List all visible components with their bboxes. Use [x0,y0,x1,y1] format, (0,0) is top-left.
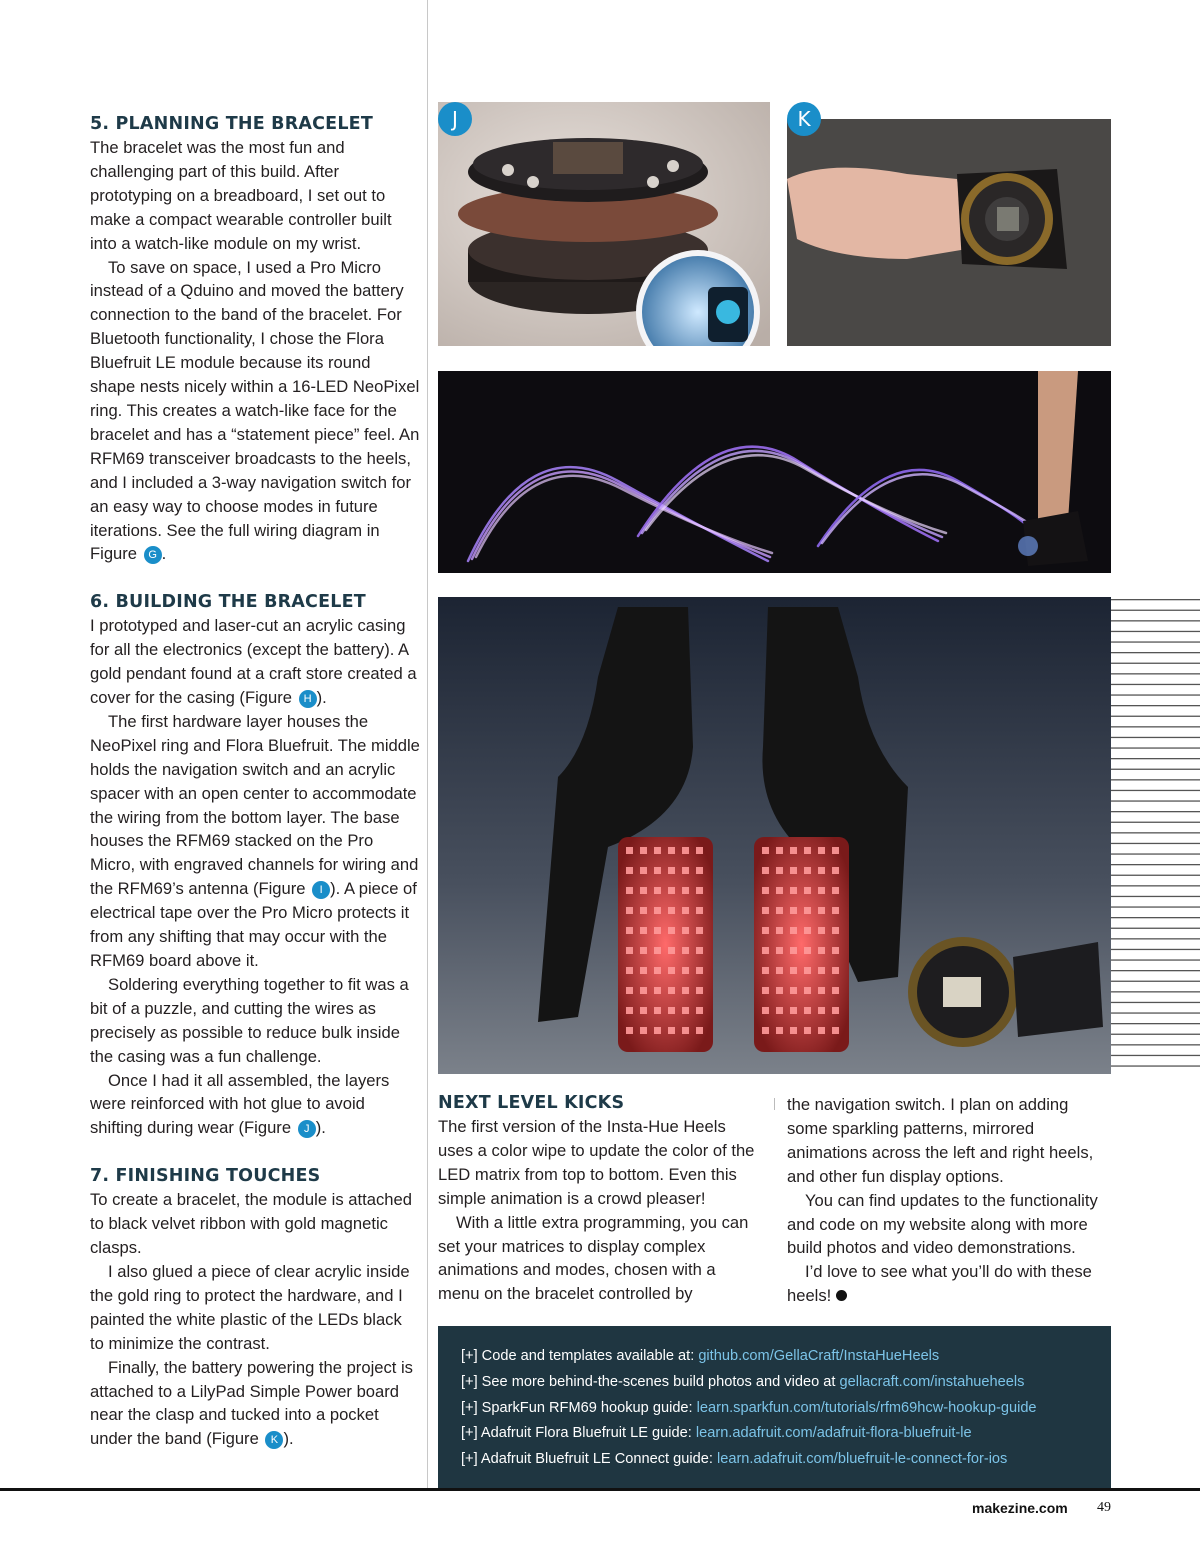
resource-label: [+] Code and templates available at: [461,1348,699,1364]
paragraph-text: To save on space, I used a Pro Micro instead of a Qduino and moved the battery connection to the band of the bracelet. For Bluetooth functionality, I chose the Flora Bluefruit LE module because its round shape nests nicely within a 16-LED NeoPixel ring. This creates a watch-like face for the bracelet and has a “statement piece” feel. An RFM69 transceiver broadcasts to the heels, and I included a 3-way navigation switch for an easy way to choose modes in future iterations. See the full wiring diagram in Figure [90,257,420,564]
figure-badge: G [144,546,162,564]
paragraph: Soldering everything together to fit was a bit of a puzzle, and cutting the wires as precisely as possible to reduce bulk inside the casing was a fun challenge. [90,974,409,1066]
paragraph-text: I’d love to see what you’ll do with these heels! [787,1262,1092,1306]
paragraph [787,1260,1109,1308]
resource-link[interactable]: learn.adafruit.com/bluefruit-le-connect-for-ios [716,1451,1008,1468]
photo-bracelet-worn [787,119,1111,346]
photo-heels [438,597,1111,1074]
section-title-planning: 5. PLANNING THE BRACELET [90,114,373,134]
paragraph [90,710,420,973]
resource-line [461,1370,1111,1396]
resources-box [438,1326,1111,1488]
paragraph-text: ). [315,1118,326,1138]
resource-label: [+] See more behind-the-scenes build photos and video at [461,1373,840,1390]
resource-line [461,1344,1111,1370]
column-rule [774,1098,775,1110]
resource-link[interactable]: gellacraft.com/instahueheels [839,1373,1025,1390]
photo-light-trail [438,371,1111,573]
paragraph: To create a bracelet, the module is attached to black velvet ribbon with gold magnetic clasps. [90,1190,412,1258]
figure-j-badge: J [438,102,472,136]
resource-label: [+] Adafruit Flora Bluefruit LE guide: [461,1425,696,1442]
footer-site: makezine.com [972,1500,1068,1516]
figure-badge: I [312,881,330,899]
section-title-next-level: NEXT LEVEL KICKS [438,1093,625,1113]
figure-badge: H [299,690,317,708]
next-level-column-1 [438,1091,760,1306]
paragraph-text: . [161,544,167,564]
footer-rule [0,1488,1200,1491]
resource-link[interactable]: learn.adafruit.com/adafruit-flora-bluefruit-le [695,1425,972,1442]
paragraph-text: ). [316,688,327,708]
section-title-building: 6. BUILDING THE BRACELET [90,592,366,613]
resource-link[interactable]: github.com/GellaCraft/InstaHueHeels [698,1348,940,1364]
paragraph-text: Once I had it all assembled, the layers were reinforced with hot glue to avoid shifting during wear (Figure [90,1070,390,1138]
paragraph: The bracelet was the most fun and challenging part of this build. After prototyping on a breadboard, I set out to make a compact wearable controller built into a watch-like module on my wrist. [90,138,392,253]
resource-link[interactable]: learn.sparkfun.com/tutorials/rfm69hcw-hookup-guide [696,1399,1037,1416]
paragraph: the navigation switch. I plan on adding some sparkling patterns, mirrored animations across the left and right heels, and other fun display options. [787,1095,1094,1186]
section-title-finishing: 7. FINISHING TOUCHES [90,1166,321,1187]
paragraph: You can find updates to the functionality and code on my website along with more build photos and video demonstrations. [787,1190,1098,1258]
resource-line [461,1421,1111,1447]
figure-k-badge: K [787,102,821,136]
photo-bracelet-layers [438,102,770,346]
paragraph [90,1356,420,1452]
paragraph-text: The first hardware layer houses the NeoPixel ring and Flora Bluefruit. The middle holds the navigation switch and an acrylic spacer with an open center to accommodate the wiring from the bottom layer. The base houses the RFM69 stacked on the Pro Micro, with engraved channels for wiring and the RFM69’s antenna (Figure [90,711,420,899]
paragraph [90,1069,420,1141]
column-divider [427,0,428,1488]
paragraph: I also glued a piece of clear acrylic inside the gold ring to protect the hardware, and I painted the white plastic of the LEDs black to minimize the contrast. [90,1261,410,1353]
paragraph-text: ). [283,1429,294,1449]
page-number: 49 [1097,1500,1111,1515]
resource-line [461,1447,1111,1473]
end-mark-icon [836,1290,847,1301]
paragraph [90,614,420,710]
left-column [90,112,420,1451]
paragraph-text: ). A piece of electrical tape over the Pro Micro protects it from any shifting that may occur with the RFM69 board above it. [90,879,417,970]
paragraph: The first version of the Insta-Hue Heels uses a color wipe to update the color of the LED matrix from top to bottom. Even this simple animation is a crowd pleaser! [438,1117,755,1208]
resource-line [461,1396,1111,1422]
next-level-column-2 [787,1093,1109,1308]
paragraph [90,256,420,567]
paragraph-text: I prototyped and laser-cut an acrylic casing for all the electronics (except the battery). A gold pendant found at a craft store created a cover for the casing (Figure [90,616,417,708]
figure-badge: J [298,1120,316,1138]
decorative-stripes [1111,597,1200,1074]
paragraph-text: Finally, the battery powering the project is attached to a LilyPad Simple Power board near the clasp and tucked into a pocket under the band (Figure [90,1357,413,1449]
paragraph: With a little extra programming, you can set your matrices to display complex animations and modes, chosen with a menu on the bracelet controlled by [438,1212,749,1304]
resource-label: [+] SparkFun RFM69 hookup guide: [461,1399,697,1416]
resource-label: [+] Adafruit Bluefruit LE Connect guide: [461,1451,717,1468]
figure-badge: K [265,1431,283,1449]
